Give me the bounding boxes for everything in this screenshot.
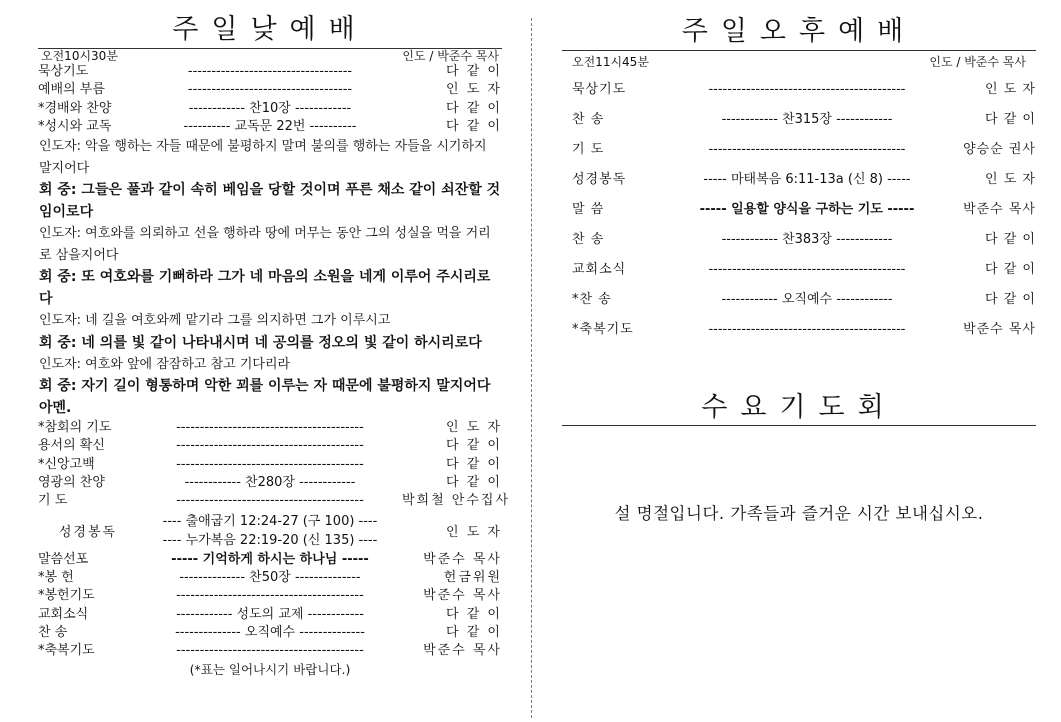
worship-order-list	[38, 419, 511, 510]
order-item-name: 성경봉독	[572, 172, 627, 187]
order-item-detail: ------------ 찬315장 ------------	[721, 112, 893, 127]
order-item-leader: 박준수 목사	[423, 551, 502, 567]
order-item-row	[38, 474, 502, 492]
order-item-row	[38, 437, 502, 455]
order-item-detail: ------------------------------------------	[708, 322, 906, 337]
order-item-detail: -------------- 오직예수 --------------	[175, 624, 365, 640]
leader-reading: 인도자: 악을 행하는 자들 때문에 불평하지 말며 불의를 행하는 자들을 시기하지 말지어다	[39, 139, 487, 176]
order-item-leader: 박준수 목사	[423, 643, 502, 659]
order-item-name: 찬 송	[572, 112, 605, 127]
order-item-leader: 박준수 목사	[963, 202, 1036, 217]
order-item-leader: 다 같 이	[446, 64, 502, 79]
order-item-detail: ----------------------------------------	[176, 420, 364, 436]
order-item-name: 기 도	[572, 142, 605, 157]
order-item-name: 기 도	[38, 493, 68, 509]
order-item-detail: ------------ 오직예수 ------------	[721, 292, 893, 307]
order-item-detail: ----- 기억하게 하시는 하나님 -----	[171, 551, 369, 567]
order-item-detail: ------------ 찬280장 ------------	[184, 475, 356, 491]
order-item-row	[562, 165, 1036, 195]
order-item-row	[38, 456, 502, 474]
order-item-name: 교회소식	[572, 262, 627, 277]
order-item-detail: ----- 마태복음 6:11-13a (신 8) -----	[703, 172, 911, 187]
order-item-name: 교회소식	[38, 606, 89, 622]
afternoon-order-list	[562, 75, 1036, 345]
order-item-leader: 다 같 이	[985, 112, 1036, 127]
order-item-detail: ----------------------------------------	[176, 456, 364, 472]
order-item-leader: 다 같 이	[985, 262, 1036, 277]
order-item-detail: -------------- 찬50장 --------------	[179, 569, 361, 585]
order-item-leader: 인 도 자	[985, 82, 1036, 97]
order-item-name: *경배와 찬양	[38, 100, 112, 116]
order-item-name: 영광의 찬양	[38, 475, 105, 491]
order-item-detail: -----------------------------------	[187, 82, 353, 98]
subtitle-rule	[562, 425, 1036, 426]
order-item-row	[38, 100, 502, 118]
scripture-passages	[138, 512, 402, 550]
order-item-detail: ------------ 찬10장 ------------	[188, 100, 352, 116]
order-item-leader: 헌금위원	[443, 569, 502, 585]
order-item-leader: 인 도 자	[446, 82, 502, 98]
leader-reading: 인도자: 네 길을 여호와께 맡기라 그를 의지하면 그가 이루시고	[39, 313, 391, 329]
afternoon-service-column	[562, 0, 1036, 722]
order-item-name: 말씀선포	[38, 551, 89, 567]
service-leader: 인도 / 박준수 목사	[929, 55, 1026, 69]
order-item-detail: ----------------------------------------	[176, 643, 364, 659]
order-item-row	[562, 195, 1036, 225]
order-item-leader: 다 같 이	[985, 292, 1036, 307]
congregation-response: 회 중: 네 의를 빛 같이 나타내시며 네 공의를 정오의 빛 같이 하시리로다	[39, 334, 482, 351]
order-item-detail: ------------------------------------------	[708, 262, 906, 277]
morning-service-header	[38, 49, 502, 63]
order-item-name: 찬 송	[572, 232, 605, 247]
order-item-leader: 인 도 자	[446, 525, 502, 541]
order-item-leader: 다 같 이	[446, 456, 502, 472]
order-item-row	[562, 315, 1036, 345]
order-item-name: *참회의 기도	[38, 420, 112, 436]
congregation-response: 회 중: 그들은 풀과 같이 속히 베임을 당할 것이며 푸른 채소 같이 쇠잔할 것임이로다	[39, 182, 501, 221]
order-item-leader: 다 같 이	[446, 100, 502, 116]
congregation-response: 회 중: 자기 길이 형통하며 악한 꾀를 이루는 자 때문에 불평하지 말지어다 아멘.	[39, 378, 491, 417]
order-item-leader: 인 도 자	[446, 420, 502, 436]
order-item-row	[562, 105, 1036, 135]
order-item-name: 성경봉독	[58, 525, 118, 541]
order-item-row	[562, 255, 1036, 285]
scripture-reading-row	[38, 511, 502, 551]
order-item-leader: 다 같 이	[446, 475, 502, 491]
order-item-detail: ----- 일용할 양식을 구하는 기도 -----	[699, 202, 915, 217]
order-item-leader: 박준수 목사	[963, 322, 1036, 337]
order-item-name: 묵상기도	[572, 82, 627, 97]
order-item-detail: ------------ 성도의 교제 ------------	[176, 606, 364, 622]
opening-order-list	[38, 63, 502, 136]
closing-order-list	[38, 551, 502, 661]
order-item-row	[562, 75, 1036, 105]
order-item-name: *봉 헌	[38, 569, 74, 585]
leader-reading: 인도자: 여호와를 의뢰하고 선을 행하라 땅에 머무는 동안 그의 성실을 먹을 거리로 삼을지어다	[39, 226, 491, 263]
order-item-row	[562, 225, 1036, 255]
order-item-row	[38, 419, 502, 437]
order-item-name: *찬 송	[572, 292, 612, 307]
order-item-row	[38, 642, 502, 660]
order-item-row	[38, 492, 511, 510]
order-item-detail: -----------------------------------	[187, 64, 353, 79]
order-item-leader: 박희철 안수집사	[402, 493, 511, 509]
congregation-response: 회 중: 또 여호와를 기뻐하라 그가 네 마음의 소원을 네게 이루어 주시리로다	[39, 269, 491, 308]
order-item-row	[38, 624, 502, 642]
order-item-row	[562, 285, 1036, 315]
order-item-row	[38, 551, 502, 569]
column-divider	[531, 18, 532, 718]
order-item-detail: ----------------------------------------	[176, 438, 364, 454]
morning-service-column	[38, 0, 511, 722]
order-item-leader: 다 같 이	[446, 438, 502, 454]
order-item-name: *성시와 교독	[38, 118, 112, 134]
morning-service-title: 주일낮예배	[172, 14, 368, 45]
order-item-name: *축복기도	[38, 643, 95, 659]
order-item-detail: ----------------------------------------	[176, 493, 364, 509]
order-item-detail: ------------------------------------------	[708, 82, 906, 97]
scripture-passage-2: ---- 누가복음 22:19-20 (신 135) ----	[162, 532, 378, 548]
order-item-row	[562, 135, 1036, 165]
order-item-detail: ------------------------------------------	[708, 142, 906, 157]
announcement-message: 설 명절입니다. 가족들과 즐거운 시간 보내십시오.	[614, 504, 984, 523]
order-item-leader: 인 도 자	[985, 172, 1036, 187]
order-item-detail: ---------- 교독문 22번 ----------	[183, 118, 357, 134]
order-item-name: *축복기도	[572, 322, 634, 337]
afternoon-service-header	[562, 51, 1036, 69]
order-item-name: *신앙고백	[38, 456, 95, 472]
scripture-passage-1: ---- 출애굽기 12:24-27 (구 100) ----	[162, 513, 378, 529]
order-item-leader: 박준수 목사	[423, 588, 502, 604]
order-item-name: 찬 송	[38, 624, 68, 640]
order-item-row	[38, 118, 502, 136]
service-time: 오전11시45분	[572, 55, 649, 69]
order-item-row	[38, 63, 502, 81]
order-item-leader: 다 같 이	[985, 232, 1036, 247]
service-time: 오전10시30분	[41, 49, 118, 63]
order-item-leader: 양승순 권사	[963, 142, 1036, 157]
order-item-row	[38, 587, 502, 605]
order-item-name: *봉헌기도	[38, 588, 95, 604]
responsive-reading	[38, 136, 502, 419]
order-item-name: 묵상기도	[38, 64, 89, 79]
standing-note: (*표는 일어나시기 바랍니다.)	[189, 662, 351, 678]
leader-reading: 인도자: 여호와 앞에 잠잠하고 참고 기다리라	[39, 356, 291, 372]
afternoon-service-title: 주일오후예배	[681, 16, 917, 47]
order-item-name: 용서의 확신	[38, 438, 105, 454]
wednesday-prayer-title: 수요기도회	[701, 392, 897, 423]
order-item-row	[38, 81, 502, 99]
order-item-row	[38, 569, 502, 587]
order-item-name: 말 씀	[572, 202, 605, 217]
order-item-name: 예배의 부름	[38, 82, 105, 98]
order-item-leader: 다 같 이	[446, 606, 502, 622]
order-item-leader: 다 같 이	[446, 118, 502, 134]
order-item-row	[38, 606, 502, 624]
order-item-leader: 다 같 이	[446, 624, 502, 640]
service-leader: 인도 / 박준수 목사	[402, 49, 499, 63]
order-item-detail: ------------ 찬383장 ------------	[721, 232, 893, 247]
order-item-detail: ----------------------------------------	[176, 588, 364, 604]
